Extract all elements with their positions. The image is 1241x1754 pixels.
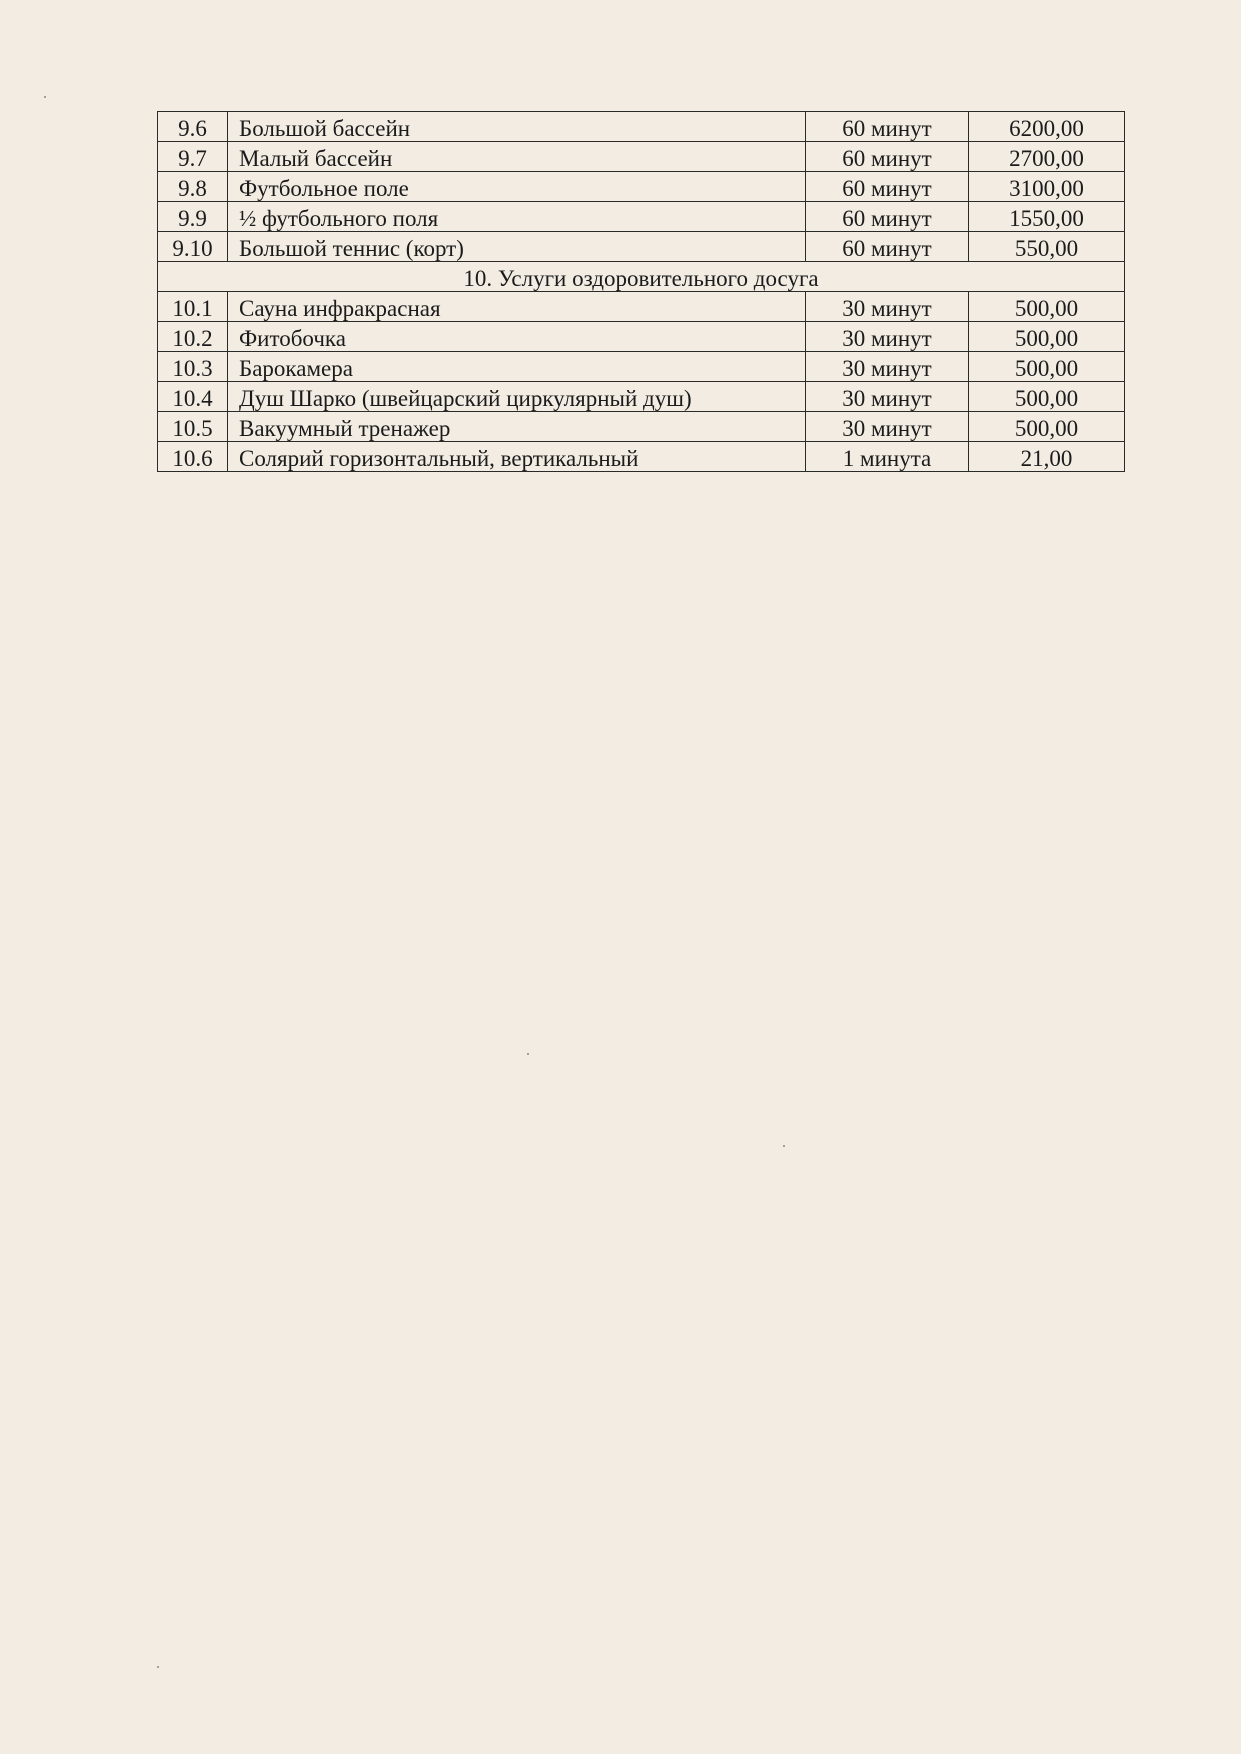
row-number: 10.5: [158, 412, 228, 442]
service-price: 3100,00: [969, 172, 1125, 202]
service-price: 6200,00: [969, 112, 1125, 142]
section-title: 10. Услуги оздоровительного досуга: [158, 262, 1125, 292]
service-name: Большой бассейн: [228, 112, 806, 142]
service-name: Барокамера: [228, 352, 806, 382]
table-row: [158, 202, 1125, 232]
service-duration: 1 минута: [806, 442, 969, 472]
row-number: 10.6: [158, 442, 228, 472]
table-row: [158, 292, 1125, 322]
row-number: 9.7: [158, 142, 228, 172]
row-number: 9.9: [158, 202, 228, 232]
service-name: Большой теннис (корт): [228, 232, 806, 262]
service-name: Душ Шарко (швейцарский циркулярный душ): [228, 382, 806, 412]
table-row: [158, 442, 1125, 472]
row-number: 10.2: [158, 322, 228, 352]
service-duration: 60 минут: [806, 142, 969, 172]
price-table: [157, 111, 1125, 472]
service-duration: 30 минут: [806, 322, 969, 352]
service-price: 500,00: [969, 352, 1125, 382]
section-header-row: [158, 262, 1125, 292]
row-number: 9.6: [158, 112, 228, 142]
service-name: Футбольное поле: [228, 172, 806, 202]
service-price: 500,00: [969, 412, 1125, 442]
service-duration: 30 минут: [806, 382, 969, 412]
table-row: [158, 322, 1125, 352]
service-price: 21,00: [969, 442, 1125, 472]
row-number: 9.10: [158, 232, 228, 262]
service-name: Малый бассейн: [228, 142, 806, 172]
service-name: Сауна инфракрасная: [228, 292, 806, 322]
service-name: ½ футбольного поля: [228, 202, 806, 232]
table-row: [158, 232, 1125, 262]
table-row: [158, 352, 1125, 382]
row-number: 10.3: [158, 352, 228, 382]
row-number: 9.8: [158, 172, 228, 202]
service-duration: 60 минут: [806, 172, 969, 202]
service-duration: 60 минут: [806, 202, 969, 232]
service-duration: 60 минут: [806, 112, 969, 142]
service-duration: 30 минут: [806, 412, 969, 442]
table-row: [158, 172, 1125, 202]
scan-speck: [44, 96, 46, 98]
service-name: Вакуумный тренажер: [228, 412, 806, 442]
service-duration: 30 минут: [806, 352, 969, 382]
scan-speck: [783, 1145, 785, 1147]
service-price: 500,00: [969, 292, 1125, 322]
service-price: 500,00: [969, 382, 1125, 412]
service-duration: 60 минут: [806, 232, 969, 262]
table-row: [158, 382, 1125, 412]
service-price: 1550,00: [969, 202, 1125, 232]
service-price: 2700,00: [969, 142, 1125, 172]
scan-speck: [527, 1053, 529, 1055]
row-number: 10.1: [158, 292, 228, 322]
table-row: [158, 112, 1125, 142]
service-price: 550,00: [969, 232, 1125, 262]
service-name: Солярий горизонтальный, вертикальный: [228, 442, 806, 472]
service-duration: 30 минут: [806, 292, 969, 322]
table-row: [158, 142, 1125, 172]
table-row: [158, 412, 1125, 442]
row-number: 10.4: [158, 382, 228, 412]
service-price: 500,00: [969, 322, 1125, 352]
scan-speck: [157, 1666, 159, 1668]
service-name: Фитобочка: [228, 322, 806, 352]
